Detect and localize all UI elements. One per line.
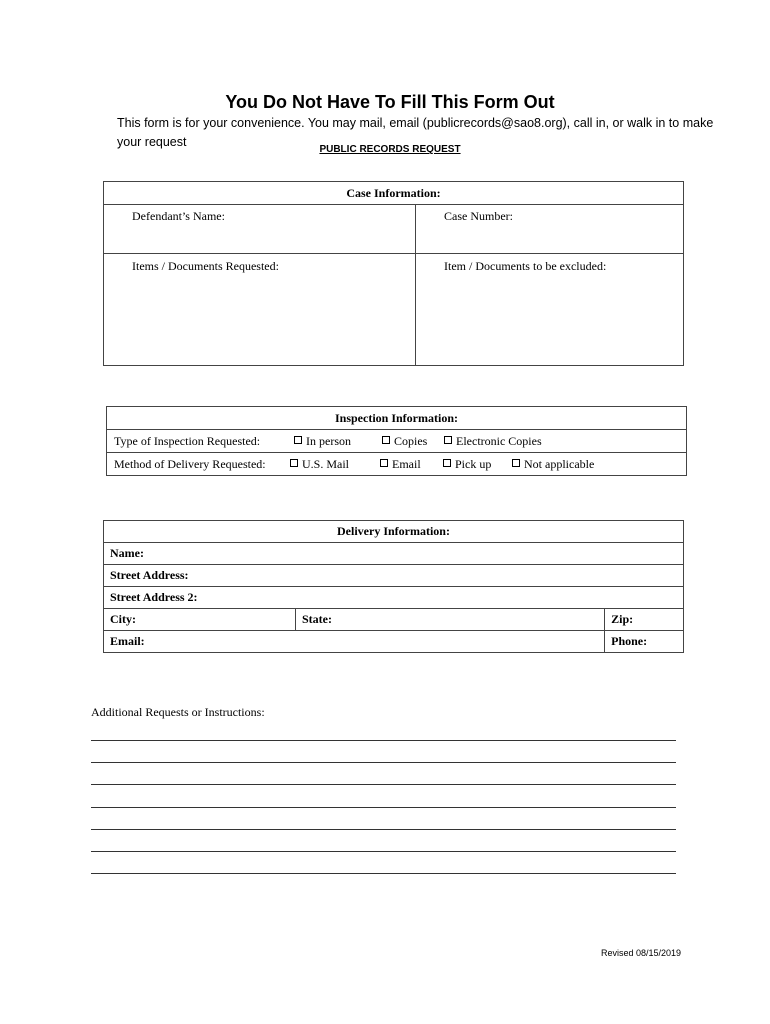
defendant-name-field[interactable] bbox=[104, 205, 416, 254]
street-address-2-label: Street Address 2: bbox=[110, 590, 198, 604]
state-label: State: bbox=[302, 612, 332, 626]
checkbox-pick-up[interactable] bbox=[443, 459, 451, 467]
items-requested-label: Items / Documents Requested: bbox=[132, 259, 279, 273]
checkbox-email[interactable] bbox=[380, 459, 388, 467]
option-in-person[interactable]: In person bbox=[294, 434, 379, 449]
inspection-information-heading: Inspection Information: bbox=[107, 407, 687, 430]
additional-line-7[interactable] bbox=[91, 873, 676, 874]
revised-date: Revised 08/15/2019 bbox=[601, 948, 682, 958]
checkbox-electronic-copies[interactable] bbox=[444, 436, 452, 444]
option-us-mail[interactable]: U.S. Mail bbox=[290, 457, 377, 472]
defendant-name-label: Defendant’s Name: bbox=[132, 209, 225, 223]
additional-line-2[interactable] bbox=[91, 762, 676, 763]
additional-line-6[interactable] bbox=[91, 851, 676, 852]
page-title: You Do Not Have To Fill This Form Out bbox=[225, 92, 555, 112]
option-email[interactable]: Email bbox=[380, 457, 440, 472]
city-field[interactable] bbox=[104, 609, 296, 631]
city-label: City: bbox=[110, 612, 136, 626]
items-excluded-label: Item / Documents to be excluded: bbox=[444, 259, 607, 273]
checkbox-us-mail[interactable] bbox=[290, 459, 298, 467]
phone-field[interactable] bbox=[605, 631, 684, 653]
name-label: Name: bbox=[110, 546, 144, 560]
state-field[interactable] bbox=[296, 609, 605, 631]
email-field[interactable] bbox=[104, 631, 605, 653]
items-excluded-field[interactable] bbox=[416, 254, 684, 366]
additional-line-4[interactable] bbox=[91, 807, 676, 808]
name-field[interactable] bbox=[104, 543, 684, 565]
option-copies[interactable]: Copies bbox=[382, 434, 441, 449]
additional-line-3[interactable] bbox=[91, 784, 676, 785]
items-requested-field[interactable] bbox=[104, 254, 416, 366]
case-information-table bbox=[103, 181, 684, 366]
intro-text: This form is for your convenience. You may mail, email (publicrecords@sao8.org), call in, or walk in to make your request bbox=[117, 116, 714, 149]
option-not-applicable[interactable]: Not applicable bbox=[512, 457, 594, 472]
checkbox-in-person[interactable] bbox=[294, 436, 302, 444]
street-address-2-field[interactable] bbox=[104, 587, 684, 609]
inspection-information-table bbox=[106, 406, 687, 476]
email-label: Email: bbox=[110, 634, 145, 648]
zip-field[interactable] bbox=[605, 609, 684, 631]
checkbox-copies[interactable] bbox=[382, 436, 390, 444]
additional-line-5[interactable] bbox=[91, 829, 676, 830]
case-number-label: Case Number: bbox=[444, 209, 513, 223]
inspection-type-label: Type of Inspection Requested: bbox=[114, 433, 261, 448]
street-address-label: Street Address: bbox=[110, 568, 189, 582]
checkbox-not-applicable[interactable] bbox=[512, 459, 520, 467]
option-pick-up[interactable]: Pick up bbox=[443, 457, 509, 472]
case-information-heading: Case Information: bbox=[104, 182, 684, 205]
street-address-field[interactable] bbox=[104, 565, 684, 587]
case-number-field[interactable] bbox=[416, 205, 684, 254]
phone-label: Phone: bbox=[611, 634, 648, 648]
zip-label: Zip: bbox=[611, 612, 634, 626]
additional-line-1[interactable] bbox=[91, 740, 676, 741]
delivery-information-table bbox=[103, 520, 684, 653]
form-subtitle: PUBLIC RECORDS REQUEST bbox=[319, 144, 461, 155]
delivery-information-heading: Delivery Information: bbox=[104, 521, 684, 543]
delivery-method-label: Method of Delivery Requested: bbox=[114, 456, 266, 471]
additional-requests-label: Additional Requests or Instructions: bbox=[91, 705, 265, 719]
option-electronic-copies[interactable]: Electronic Copies bbox=[444, 434, 542, 449]
